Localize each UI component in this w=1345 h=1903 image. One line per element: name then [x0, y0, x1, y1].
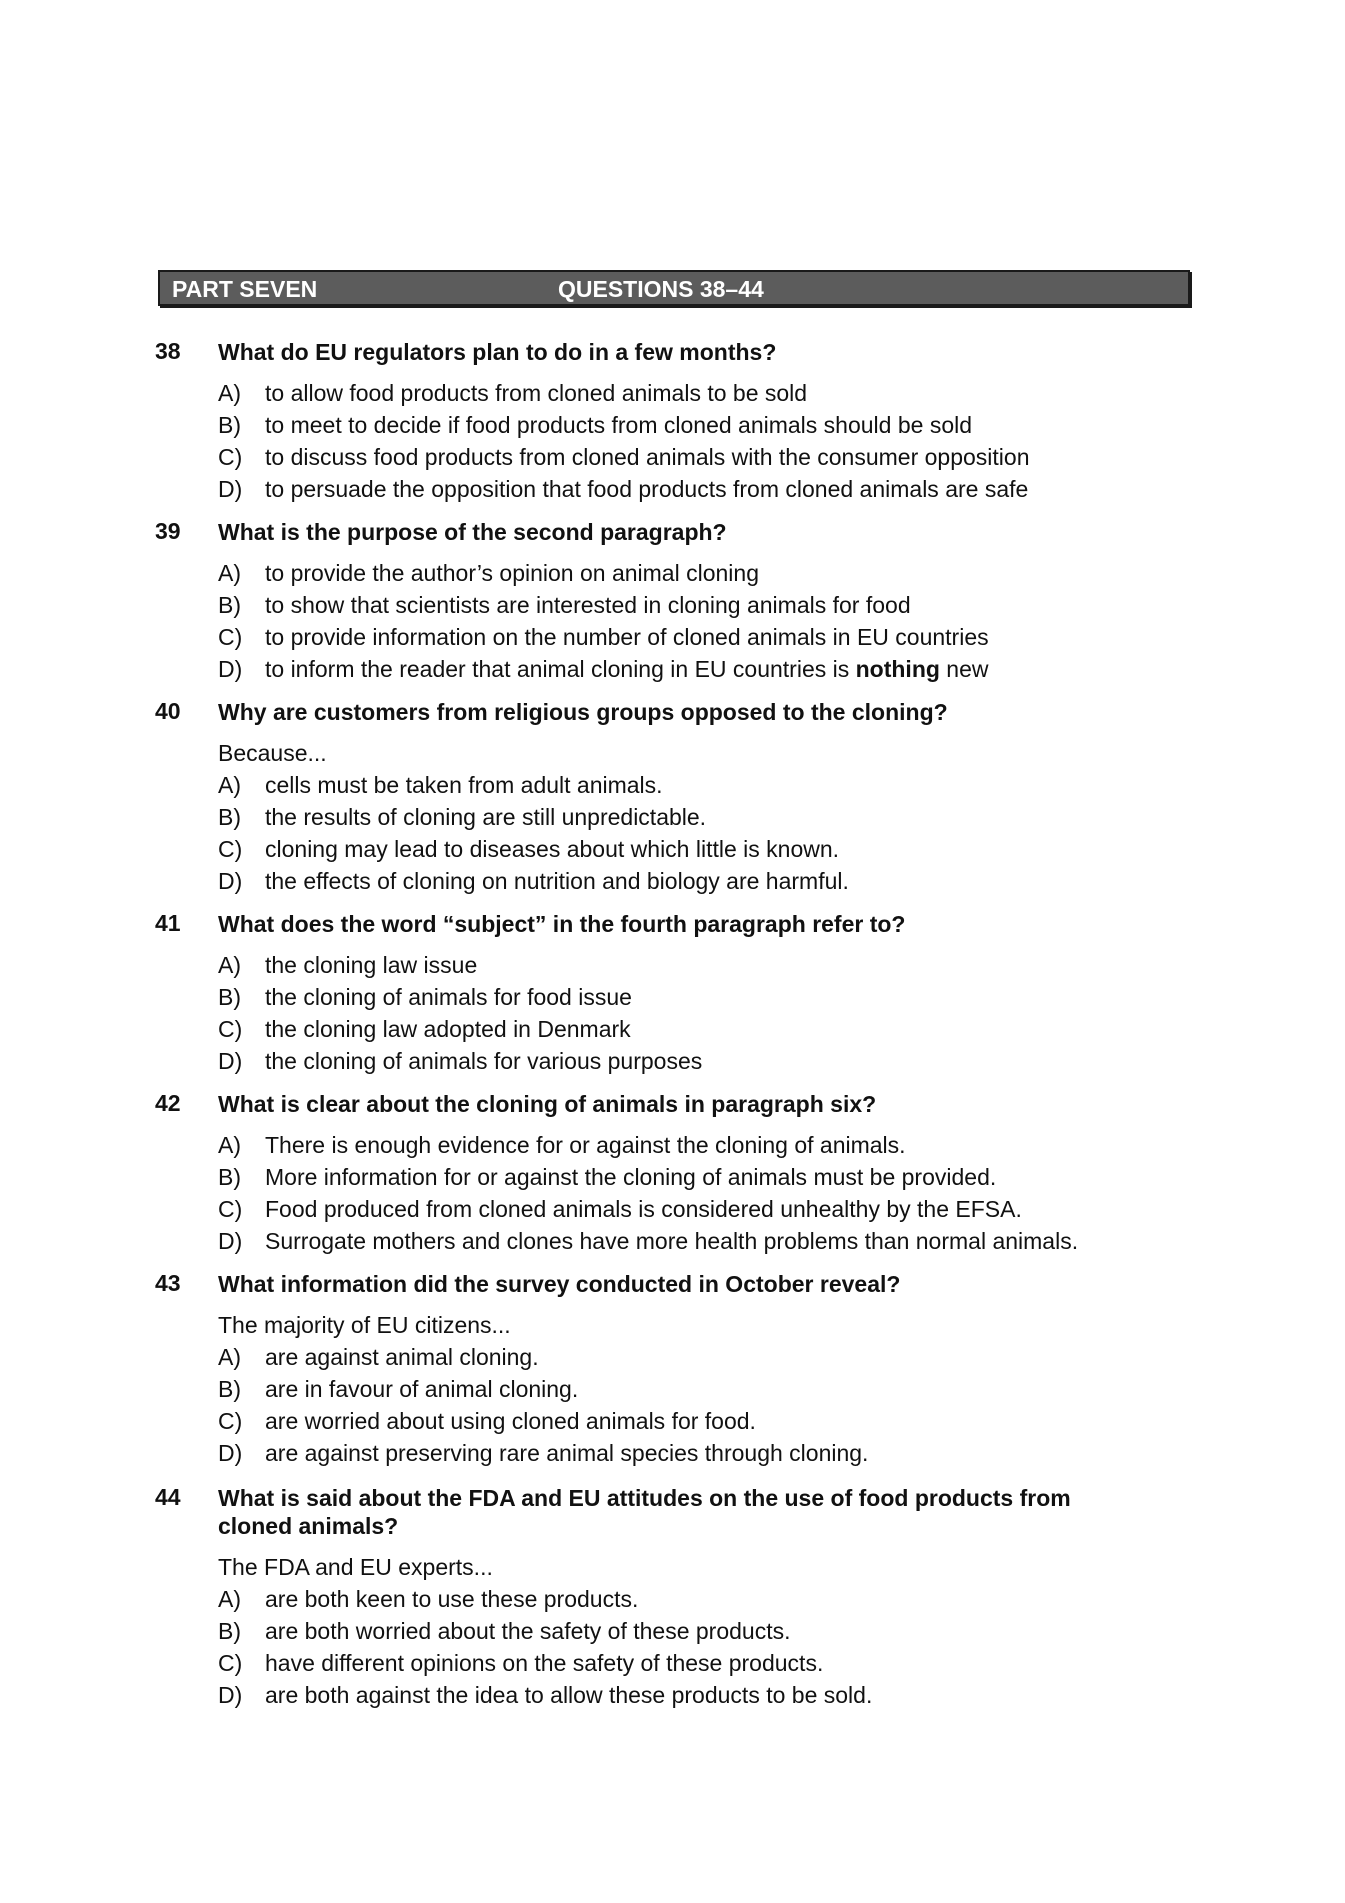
- option-text: the results of cloning are still unpredictable.: [265, 804, 707, 830]
- question-intro: The majority of EU citizens...: [218, 1312, 511, 1338]
- option-b: [218, 412, 972, 439]
- option-text: to show that scientists are interested in cloning animals for food: [265, 592, 911, 618]
- option-c: [218, 1650, 823, 1677]
- option-letter: C): [218, 1016, 243, 1042]
- part-title: PART SEVEN: [172, 276, 318, 302]
- option-letter: C): [218, 1650, 243, 1676]
- option-a: [218, 1586, 638, 1613]
- option-a: [218, 772, 663, 799]
- option-d: [218, 1228, 1078, 1255]
- option-letter: C): [218, 1408, 243, 1434]
- question-number: 39: [155, 518, 181, 544]
- option-text: are against preserving rare animal species through cloning.: [265, 1440, 869, 1466]
- option-text: are both against the idea to allow these products to be sold.: [265, 1682, 873, 1708]
- option-a: [218, 560, 759, 587]
- option-d: [218, 1440, 868, 1467]
- option-c: [218, 1196, 1022, 1223]
- option-letter: C): [218, 836, 243, 862]
- option-c: [218, 1408, 756, 1435]
- option-b: [218, 1376, 578, 1403]
- question-text: What information did the survey conducted in October reveal?: [218, 1271, 901, 1297]
- option-c: [218, 836, 839, 863]
- option-text: the cloning of animals for various purposes: [265, 1048, 703, 1074]
- option-b: [218, 592, 911, 619]
- question-number: 40: [155, 698, 181, 724]
- option-text: are worried about using cloned animals for food.: [265, 1408, 756, 1434]
- option-text: to allow food products from cloned animals to be sold: [265, 380, 808, 406]
- option-d: [218, 1682, 872, 1709]
- option-a: [218, 1132, 906, 1159]
- option-text: to provide information on the number of cloned animals in EU countries: [265, 624, 989, 650]
- option-b: [218, 1618, 791, 1645]
- question-number: 38: [155, 338, 181, 364]
- option-letter: A): [218, 1586, 241, 1612]
- option-letter: B): [218, 412, 241, 438]
- option-text: to discuss food products from cloned animals with the consumer opposition: [265, 444, 1030, 470]
- option-text: are both keen to use these products.: [265, 1586, 639, 1612]
- option-letter: D): [218, 868, 243, 894]
- option-text: the cloning law adopted in Denmark: [265, 1016, 631, 1042]
- option-d: [218, 868, 849, 895]
- option-a: [218, 380, 807, 407]
- option-text: to meet to decide if food products from cloned animals should be sold: [265, 412, 973, 438]
- question-text: What is clear about the cloning of animals in paragraph six?: [218, 1091, 877, 1117]
- question-text: Why are customers from religious groups opposed to the cloning?: [218, 699, 948, 725]
- option-letter: B): [218, 592, 241, 618]
- option-letter: A): [218, 772, 241, 798]
- option-letter: C): [218, 444, 243, 470]
- option-text-part: new: [939, 656, 989, 682]
- option-letter: A): [218, 952, 241, 978]
- option-text: have different opinions on the safety of these products.: [265, 1650, 824, 1676]
- option-letter: D): [218, 656, 243, 682]
- question-text: What do EU regulators plan to do in a few months?: [218, 339, 777, 365]
- option-text-emphasis: nothing: [855, 656, 940, 682]
- option-a: [218, 1344, 539, 1371]
- question-number: 43: [155, 1270, 181, 1296]
- option-text: the cloning law issue: [265, 952, 478, 978]
- option-letter: B): [218, 804, 241, 830]
- question-text: What does the word “subject” in the fourth paragraph refer to?: [218, 911, 906, 937]
- option-letter: D): [218, 476, 243, 502]
- part-header-bar: [158, 270, 1190, 306]
- option-b: [218, 1164, 996, 1191]
- option-b: [218, 984, 632, 1011]
- option-letter: B): [218, 1164, 241, 1190]
- option-text: Surrogate mothers and clones have more health problems than normal animals.: [265, 1228, 1079, 1254]
- option-text: cells must be taken from adult animals.: [265, 772, 663, 798]
- option-b: [218, 804, 706, 831]
- option-letter: A): [218, 1344, 241, 1370]
- option-letter: D): [218, 1682, 243, 1708]
- option-d: [218, 476, 1028, 503]
- option-letter: A): [218, 380, 241, 406]
- question-text: What is said about the FDA and EU attitudes on the use of food products from cloned animals?: [218, 1485, 1071, 1539]
- option-d: [218, 1048, 702, 1075]
- question-text: What is the purpose of the second paragraph?: [218, 519, 727, 545]
- option-text: More information for or against the cloning of animals must be provided.: [265, 1164, 997, 1190]
- question-number: 44: [155, 1484, 181, 1510]
- question-number: 41: [155, 910, 181, 936]
- option-text: Food produced from cloned animals is considered unhealthy by the EFSA.: [265, 1196, 1022, 1222]
- option-letter: C): [218, 624, 243, 650]
- question-intro: The FDA and EU experts...: [218, 1554, 493, 1580]
- option-letter: B): [218, 1376, 241, 1402]
- option-c: [218, 1016, 631, 1043]
- option-c: [218, 624, 989, 651]
- option-letter: D): [218, 1440, 243, 1466]
- option-text: cloning may lead to diseases about which little is known.: [265, 836, 840, 862]
- option-text: There is enough evidence for or against the cloning of animals.: [265, 1132, 906, 1158]
- question-intro: Because...: [218, 740, 327, 766]
- option-text: are against animal cloning.: [265, 1344, 539, 1370]
- option-text-part: to inform the reader that animal cloning in EU countries is: [265, 656, 856, 682]
- option-letter: D): [218, 1048, 243, 1074]
- questions-range: QUESTIONS 38–44: [558, 276, 764, 302]
- option-letter: B): [218, 1618, 241, 1644]
- option-text: to provide the author’s opinion on animal cloning: [265, 560, 759, 586]
- option-text: [265, 656, 989, 682]
- option-letter: A): [218, 1132, 241, 1158]
- question-number: 42: [155, 1090, 181, 1116]
- option-d: [218, 656, 989, 683]
- option-text: the effects of cloning on nutrition and biology are harmful.: [265, 868, 849, 894]
- option-letter: B): [218, 984, 241, 1010]
- option-text: are in favour of animal cloning.: [265, 1376, 579, 1402]
- option-c: [218, 444, 1030, 471]
- option-letter: D): [218, 1228, 243, 1254]
- option-text: are both worried about the safety of these products.: [265, 1618, 791, 1644]
- option-letter: C): [218, 1196, 243, 1222]
- option-letter: A): [218, 560, 241, 586]
- option-text: to persuade the opposition that food products from cloned animals are safe: [265, 476, 1029, 502]
- option-text: the cloning of animals for food issue: [265, 984, 632, 1010]
- option-a: [218, 952, 477, 979]
